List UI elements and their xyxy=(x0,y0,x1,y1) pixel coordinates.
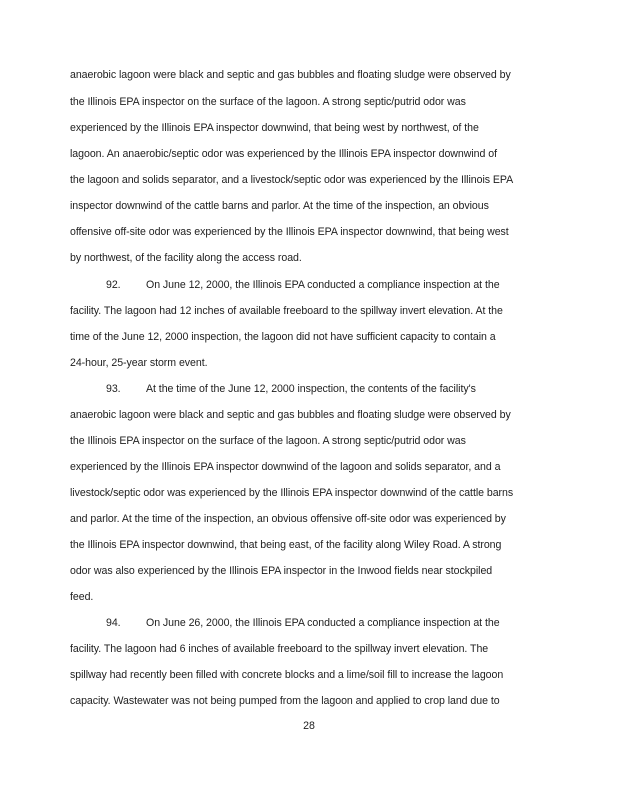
text-line: anaerobic lagoon were black and septic and gas bubbles and floating sludge were observed by xyxy=(70,69,511,81)
text-line: inspector downwind of the cattle barns and parlor. At the time of the inspection, an obvious xyxy=(70,200,489,212)
paragraph-number: 93. xyxy=(106,383,121,395)
text-line: experienced by the Illinois EPA inspector downwind, that being west by northwest, of the xyxy=(70,122,479,134)
page-number: 28 xyxy=(303,720,315,732)
text-line: facility. The lagoon had 12 inches of available freeboard to the spillway invert elevation. At the xyxy=(70,305,503,317)
paragraph-94-first-line xyxy=(106,616,548,630)
text-line: feed. xyxy=(70,591,94,603)
text-line: livestock/septic odor was experienced by the Illinois EPA inspector downwind of the cattle barns xyxy=(70,487,514,499)
text-line: facility. The lagoon had 6 inches of available freeboard to the spillway invert elevation. The xyxy=(70,643,489,655)
text-line: 24-hour, 25-year storm event. xyxy=(70,357,208,369)
text-line: At the time of the June 12, 2000 inspection, the contents of the facility's xyxy=(146,383,476,395)
text-line: spillway had recently been filled with concrete blocks and a lime/soil fill to increase the lagoon xyxy=(70,669,504,681)
text-line: experienced by the Illinois EPA inspector downwind of the lagoon and solids separator, and a xyxy=(70,461,501,473)
text-line: the Illinois EPA inspector on the surface of the lagoon. A strong septic/putrid odor was xyxy=(70,435,466,447)
text-line: the lagoon and solids separator, and a livestock/septic odor was experienced by the Illinois EPA xyxy=(70,174,514,186)
text-line: lagoon. An anaerobic/septic odor was experienced by the Illinois EPA inspector downwind of xyxy=(70,148,497,160)
text-line: capacity. Wastewater was not being pumped from the lagoon and applied to crop land due to xyxy=(70,695,500,707)
text-line: time of the June 12, 2000 inspection, the lagoon did not have sufficient capacity to contain a xyxy=(70,331,496,343)
paragraph-number: 92. xyxy=(106,279,121,291)
text-line: On June 12, 2000, the Illinois EPA conducted a compliance inspection at the xyxy=(146,279,500,291)
paragraph-92-first-line xyxy=(106,278,548,292)
text-line: odor was also experienced by the Illinois EPA inspector in the Inwood fields near stockpiled xyxy=(70,565,493,577)
text-line: On June 26, 2000, the Illinois EPA conducted a compliance inspection at the xyxy=(146,617,500,629)
text-line: offensive off-site odor was experienced by the Illinois EPA inspector downwind, that being west xyxy=(70,226,509,238)
text-line: anaerobic lagoon were black and septic and gas bubbles and floating sludge were observed by xyxy=(70,409,511,421)
text-line: by northwest, of the facility along the access road. xyxy=(70,252,302,264)
paragraph-93-first-line xyxy=(106,382,548,396)
text-line: the Illinois EPA inspector on the surface of the lagoon. A strong septic/putrid odor was xyxy=(70,96,466,108)
paragraph-number: 94. xyxy=(106,617,121,629)
text-line: and parlor. At the time of the inspection, an obvious offensive off-site odor was experienced by xyxy=(70,513,506,525)
text-line: the Illinois EPA inspector downwind, that being east, of the facility along Wiley Road. A strong xyxy=(70,539,502,551)
